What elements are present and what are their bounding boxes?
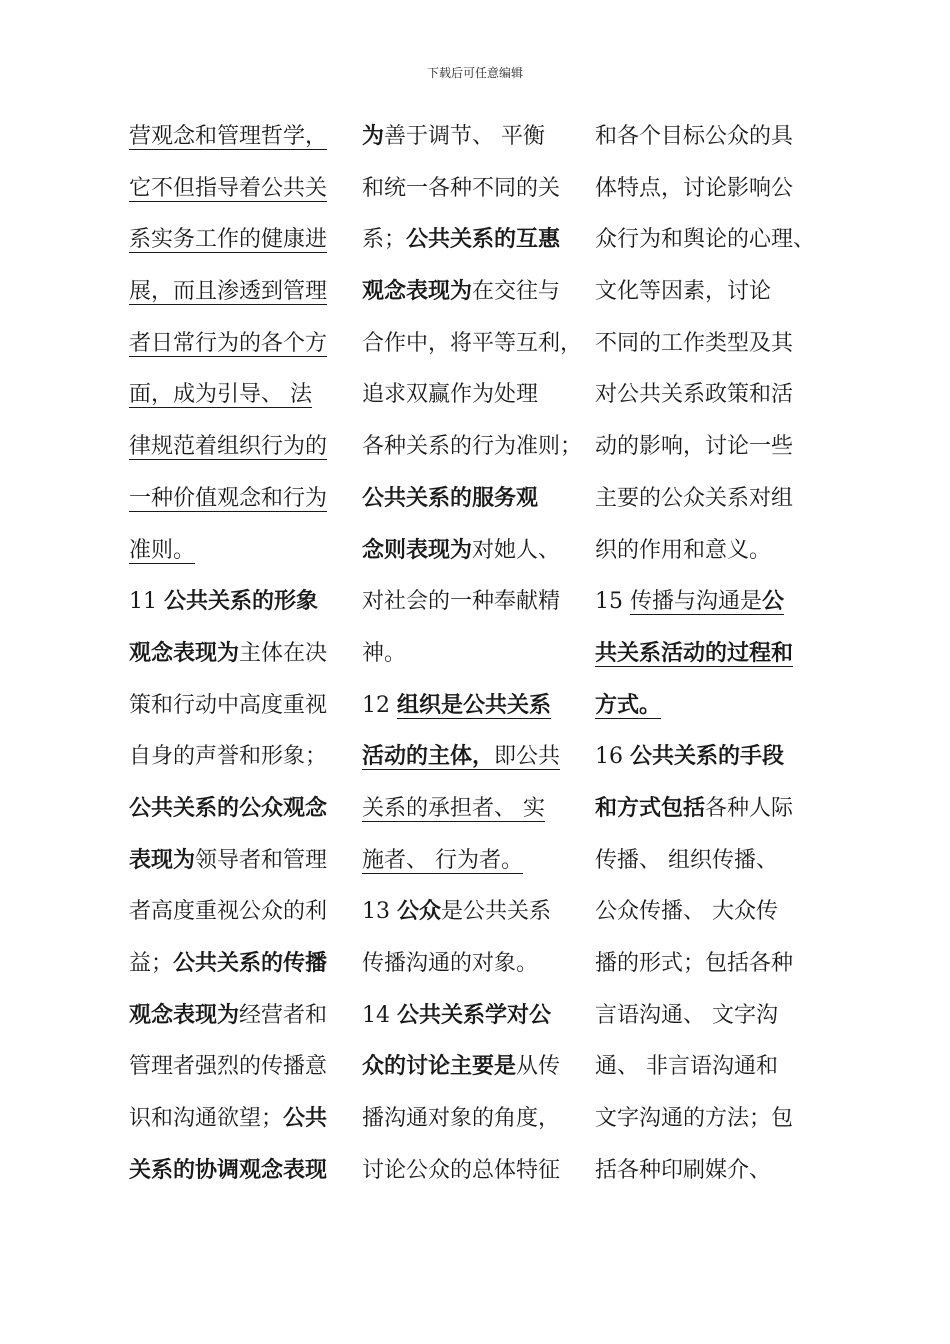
bold-text-run: 公共关系的形象 [164,589,319,615]
text-line [595,628,840,680]
text-line [595,990,840,1042]
text-line [129,163,374,215]
text-run: 神。 [362,640,407,666]
text-run: 它不但指导着公共关 [129,175,328,201]
text-line [595,731,840,783]
text-line [129,369,374,421]
text-run: 准则。 [129,537,196,563]
text-column-3 [595,111,840,1196]
text-line [362,886,607,938]
text-line [129,318,374,370]
bold-text-run: 公共关系的公众观念 [129,795,328,821]
text-run: 织的作用和意义。 [595,537,772,563]
text-line [595,783,840,835]
text-run: 律规范着组织行为的 [129,434,328,460]
text-run: 者日常行为的各个方 [129,330,328,356]
text-line [595,369,840,421]
text-run: 系实务工作的健康进 [129,227,328,253]
text-run: 和各个目标公众的具 [595,124,794,149]
text-run: 传播与沟通是 [630,589,763,615]
text-run: 传播沟通的对象。 [362,951,539,976]
text-line [129,1145,374,1197]
text-run: 各种人际 [705,795,794,821]
text-line [129,1041,374,1093]
text-run: 13 [362,899,397,925]
text-line [362,1041,607,1093]
text-run: 体特点，讨论影响公 [595,175,794,201]
text-run: 面，成为引导、 法 [129,382,312,408]
text-run: 言语沟通、 文字沟 [595,1002,778,1028]
text-run: 从传 [516,1054,561,1080]
text-line [129,266,374,318]
bold-text-run: 和方式包括 [595,795,706,821]
text-line [129,214,374,266]
text-line [595,576,840,628]
text-line [595,938,840,990]
text-run: 各种关系的行为准则； [362,434,583,460]
text-run: 公众传播、 大众传 [595,899,778,925]
text-line [595,886,840,938]
text-line [595,473,840,525]
text-run: 施者、 行为者。 [362,847,523,873]
bold-text-run: 念则表现为 [362,537,473,563]
text-run: 播沟通对象的角度， [362,1106,561,1132]
text-run: 动的影响，讨论一些 [595,434,794,460]
text-line [129,628,374,680]
text-line [362,731,607,783]
text-line [129,680,374,732]
text-run: 在交往与 [472,279,561,305]
text-run: 自身的声誉和形象； [129,744,328,770]
text-line [362,266,607,318]
bold-text-run: 众的讨论主要是 [362,1054,517,1080]
bold-text-run: 公共关系的传播 [173,951,328,976]
text-run: 对社会的一种奉献精 [362,589,561,615]
text-line [362,473,607,525]
bold-text-run: 观念表现为 [129,640,240,666]
text-line [129,990,374,1042]
text-line [362,628,607,680]
text-line [129,731,374,783]
text-run: 者高度重视公众的利 [129,899,328,925]
bold-text-run: 观念表现为 [362,279,473,305]
bold-text-run: 公共关系的互惠 [406,227,561,253]
text-run: 传播、 组织传播、 [595,847,778,873]
text-line [362,990,607,1042]
text-line [362,835,607,887]
text-run: 营观念和管理哲学， [129,124,328,149]
text-line [595,214,840,266]
text-line [362,421,607,473]
text-run: 领导者和管理 [195,847,328,873]
text-run: 善于调节、 平衡 [384,124,546,149]
text-run: 文化等因素，讨论 [595,279,772,305]
text-line [595,1145,840,1197]
text-line [129,783,374,835]
text-run: 14 [362,1002,397,1028]
text-run: 策和行动中高度重视 [129,692,328,718]
bold-text-run: 为 [362,124,385,149]
text-line [362,680,607,732]
text-line [362,214,607,266]
text-run: 对她人、 [472,537,561,563]
text-column-1 [129,111,374,1196]
text-run: 展，而且渗透到管理 [129,279,328,305]
text-line [362,163,607,215]
text-line [595,421,840,473]
text-line [129,473,374,525]
text-line [595,111,840,163]
bold-text-run: 观念表现为 [129,1002,240,1028]
text-run: 合作中，将平等互利， [362,330,583,356]
text-line [129,886,374,938]
text-run: 12 [362,692,397,718]
text-line [595,835,840,887]
text-line [362,1093,607,1145]
text-line [595,525,840,577]
text-line [362,318,607,370]
bold-text-run: 公 [762,589,785,615]
text-run: 11 [129,589,164,615]
text-run: 主体在决 [239,640,328,666]
text-line [129,525,374,577]
text-run: 系； [362,227,407,253]
text-line [362,938,607,990]
bold-text-run: 关系的协调观念表现 [129,1157,328,1183]
text-line [362,111,607,163]
text-run: 益； [129,951,174,976]
bold-text-run: 组织是公共关系 [397,692,552,718]
text-line [595,266,840,318]
bold-text-run: 共关系活动的过程和 [595,640,794,666]
text-run: 管理者强烈的传播意 [129,1054,328,1080]
bold-text-run: 表现为 [129,847,196,873]
text-line [362,1145,607,1197]
text-column-2 [362,111,607,1196]
text-run: 经营者和 [239,1002,328,1028]
text-line [129,111,374,163]
text-run: 即公共 [494,744,561,770]
text-run: 播的形式；包括各种 [595,951,794,976]
text-run: 不同的工作类型及其 [595,330,794,356]
text-run: 16 [595,744,630,770]
text-line [129,835,374,887]
text-line [362,369,607,421]
bold-text-run: 公共关系的服务观 [362,485,539,511]
text-line [129,421,374,473]
text-line [595,1093,840,1145]
bold-text-run: 公共关系的手段 [630,744,785,770]
bold-text-run: 公共关系学对公 [397,1002,552,1028]
text-run: 讨论公众的总体特征 [362,1157,561,1183]
text-line [362,783,607,835]
text-line [595,680,840,732]
text-line [362,576,607,628]
text-line [362,525,607,577]
page-header: 下载后可任意编辑 [426,66,523,80]
text-run: 文字沟通的方法；包 [595,1106,794,1132]
text-line [129,938,374,990]
text-run: 和统一各种不同的关 [362,175,561,201]
text-run: 主要的公众关系对组 [595,485,794,511]
text-run: 对公共关系政策和活 [595,382,794,408]
text-run: 括各种印刷媒介、 [595,1157,772,1183]
text-run: 识和沟通欲望； [129,1106,284,1132]
text-line [595,1041,840,1093]
bold-text-run: 公众 [397,899,442,925]
bold-text-run: 方式。 [595,692,662,718]
text-run: 追求双赢作为处理 [362,382,539,408]
text-run: 一种价值观念和行为 [129,485,328,511]
text-run: 通、 非言语沟通和 [595,1054,778,1080]
text-line [595,163,840,215]
text-run: 15 [595,589,630,615]
bold-text-run: 活动的主体， [362,744,495,770]
text-run: 关系的承担者、 实 [362,795,545,821]
bold-text-run: 公共 [283,1106,328,1132]
text-line [595,318,840,370]
text-run: 是公共关系 [441,899,552,925]
text-line [129,1093,374,1145]
text-line [129,576,374,628]
text-run: 众行为和舆论的心理、 [595,227,816,253]
